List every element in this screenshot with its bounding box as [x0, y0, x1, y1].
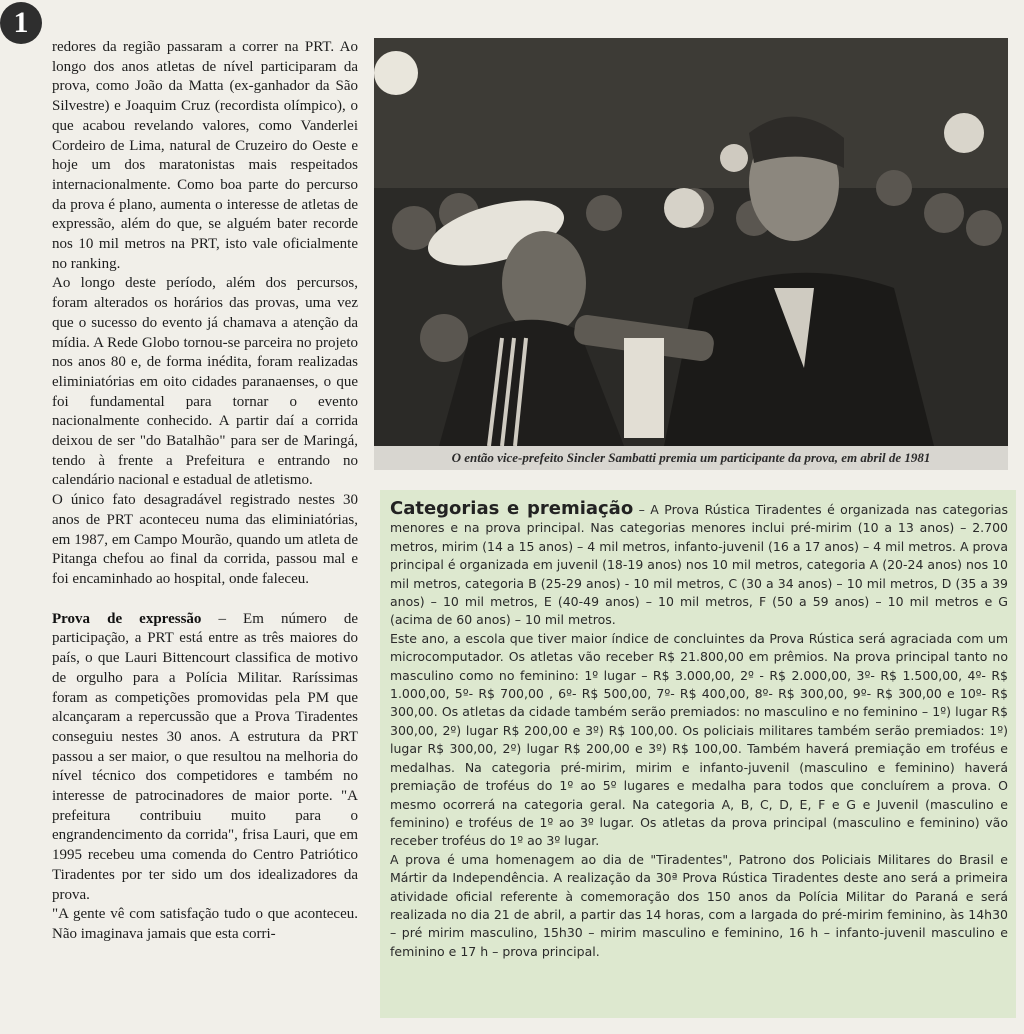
box-paragraph-1: [390, 500, 1008, 630]
box-paragraph-1-text: – A Prova Rústica Tiradentes é organizada nas categorias menores e na prova principal. Nas categorias menores inclui pré-mirim (10 a 13 anos) – 2.700 metros, mirim (14 a 15 anos) – 4 mil metros, infanto-juvenil (16 a 17 anos) – 4 mil metros. A prova principal é organizada em juvenil (18-19 anos) nos 10 mil metros, categoria A (20-24 anos) nos 10 mil metros, categoria B (25-29 anos) - 10 mil metros, C (30 a 34 anos) – 10 mil metros, D (35 a 39 anos) – 10 mil metros, E (40-49 anos) – 10 mil metros, F (50 a 59 anos) – 10 mil metros e G (acima de 60 anos) – 10 mil metros.: [390, 502, 1008, 628]
article-paragraph-2: Ao longo deste período, além dos percursos, foram alterados os horários das provas, uma vez que o sucesso do evento já chamava a atenção da mídia. A Rede Globo tornou-se parceira no projeto nos anos 80 e, de forma inédita, foram realizadas eliminiatórias em oito cidades paranaenses, o que foi fundamental para tornar o evento nacionalmente conhecido. A partir daí a corrida deixou de ser "do Batalhão" para ser de Maringá, tendo à frente a Prefeitura e entrando no calendário nacional e estadual de atletismo.: [52, 275, 358, 489]
page-number-badge: 1: [0, 2, 42, 44]
article-paragraph-4-text: – Em número de participação, a PRT está entre as três maiores do país, o que Lauri Bittencourt classifica de motivo de orgulho para a Polícia Militar. Raríssimas foram as competições promovidas pela PM que alcançaram a repercussão que a Prova Tiradentes conseguiu nestes 30 anos. A estrutura da PRT passou a ser maior, o que resultou na melhoria do nível técnico dos competidores e também no interesse de patrocinadores de maior porte. "A prefeitura contribuiu muito para o engrandencimento da corrida", frisa Lauri, que em 1995 recebeu uma comenda do Centro Patriótico Tiradentes por ter sido um dos idealizadores da prova.: [52, 610, 358, 903]
article-left-column: [52, 38, 358, 1028]
box-title: Categorias e premiação: [390, 498, 634, 519]
section-heading-prova-de-expressao: Prova de expressão: [52, 610, 202, 627]
box-paragraph-2: Este ano, a escola que tiver maior índice de concluintes da Prova Rústica será agraciada com um microcomputador. Os atletas vão receber R$ 21.800,00 em prêmios. Na prova principal tanto no masculino como no feminino: 1º lugar – R$ 3.000,00, 2º - R$ 2.000,00, 3º- R$ 1.500,00, 4º- R$ 1.000,00, 5º- R$ 700,00 , 6º- R$ 500,00, 7º- R$ 400,00, 8º- R$ 300,00, 9º- R$ 300,00 e 10º- R$ 300,00. Os atletas da cidade também serão premiados: no masculino e no feminino – 1º) lugar R$ 300,00, 2º) lugar R$ 200,00 e 3º) R$ 100,00. Os policiais militares também serão premiados: 1º) lugar R$ 300,00, 2º) lugar R$ 200,00 e 3º) R$ 100,00. Também haverá premiação em troféus e medalhas. Na categoria pré-mirim, mirim e infanto-juvenil (masculino e feminino) haverá premiação de troféus do 1º ao 5º lugares e medalha para todos que concluírem a prova. O mesmo ocorrerá na categoria geral. Na categoria A, B, C, D, E, F e G e Juvenil (masculino e feminino) e troféus de 1º ao 3º lugar. Os atletas da prova principal (masculino e feminino) vão receber troféus do 1º ao 3º lugar.: [390, 630, 1008, 849]
article-paragraph-5: "A gente vê com satisfação tudo o que aconteceu. Não imaginava jamais que esta corri-: [52, 906, 358, 942]
article-paragraph-4: [52, 610, 358, 906]
categories-prizes-box: [380, 490, 1016, 1018]
photo-illustration: [374, 38, 1008, 446]
event-photo: [374, 38, 1008, 446]
article-paragraph-1: redores da região passaram a correr na PRT. Ao longo dos anos atletas de nível participaram da prova, como João da Matta (ex-ganhador da São Silvestre) e Joaquim Cruz (recordista olímpico), o que acabou revelando valores, como Vanderlei Cordeiro de Lima, natural de Cruzeiro do Oeste e hoje um dos maratonistas mais respeitados internacionalmente. Como boa parte do percurso da prova é plano, aumenta o interesse de atletas de expressão, além do que, se alguém bater recorde nos 10 mil metros na PRT, isto vale oficialmente no ranking.: [52, 39, 358, 272]
photo-caption: O então vice-prefeito Sincler Sambatti premia um participante da prova, em abril de 1981: [374, 446, 1008, 470]
box-paragraph-3: A prova é uma homenagem ao dia de "Tiradentes", Patrono dos Policiais Militares do Brasil e Mártir da Independência. A realização da 30ª Prova Rústica Tiradentes deste ano será a primeira atividade oficial referente à comemoração dos 150 anos da Polícia Militar do Paraná e será realizada no dia 21 de abril, a partir das 14 horas, com a largada do pré-mirim feminino, às 14h30 – pré mirim masculino, 15h30 – mirim masculino e feminino, 16 h – infanto-juvenil masculino e feminino e 17 h – prova principal.: [390, 851, 1008, 959]
article-paragraph-3: O único fato desagradável registrado nestes 30 anos de PRT aconteceu numa das eliminiatórias, em 1987, em Campo Mourão, quando um atleta de Pitanga chefou ao final da corrida, passou mal e foi encaminhado ao hospital, onde faleceu.: [52, 492, 358, 587]
